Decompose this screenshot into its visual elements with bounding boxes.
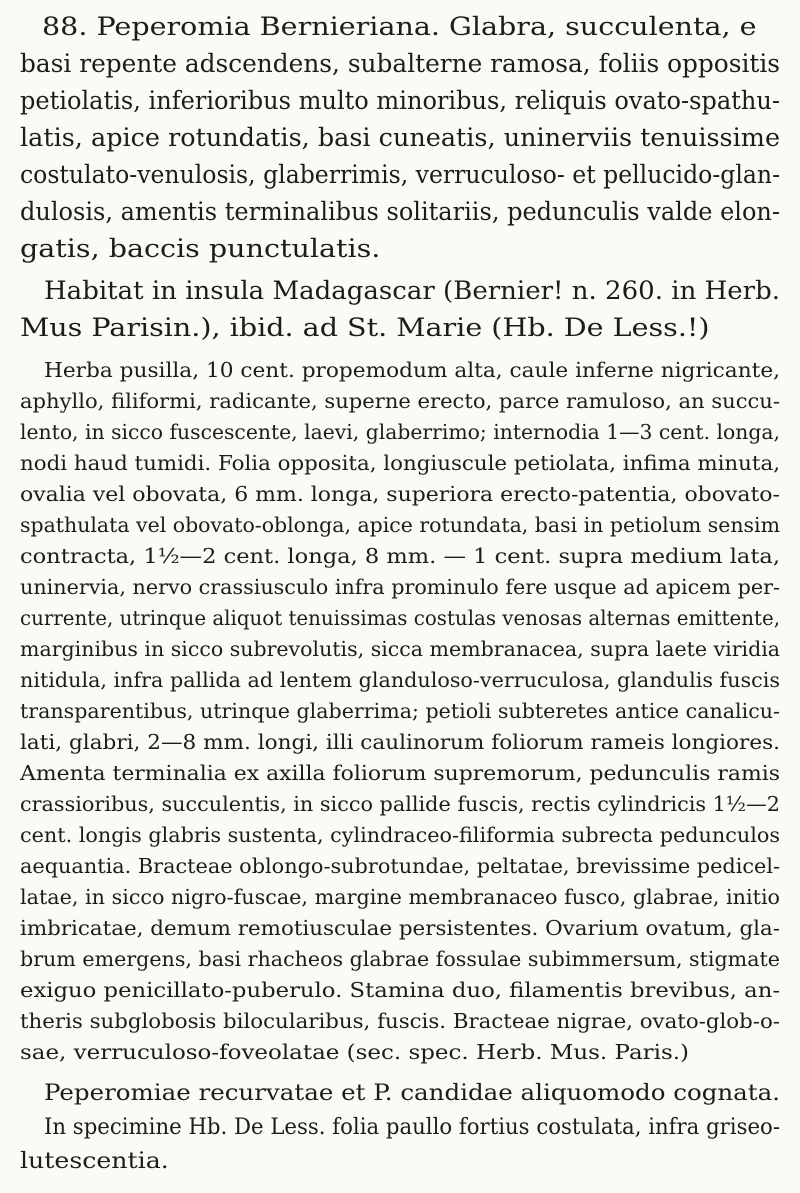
main-line <box>0 45 800 83</box>
description-line <box>0 540 800 572</box>
description-line-text: Herba pusilla, 10 cent. propemodum alta, caule inferne nigricante, <box>44 358 781 382</box>
description-line-text: lati, glabri, 2—8 mm. longi, illi caulinorum foliorum rameis longiores. <box>20 730 781 754</box>
main-line <box>0 230 800 268</box>
description-line <box>0 354 800 386</box>
description-line <box>0 509 800 541</box>
description-line-text: theris subglobosis bilocularibus, fuscis. Bracteae nigrae, ovato-glob-o- <box>20 1009 780 1033</box>
description-line-text: ovalia vel obovata, 6 mm. longa, superiora erecto-patentia, obovato- <box>20 482 780 506</box>
description-line-text: nitidula, infra pallida ad lentem glanduloso-verruculosa, glandulis fuscis <box>20 668 780 692</box>
description-line-text: crassioribus, succulentis, in sicco pallide fuscis, rectis cylindricis 1½—2 <box>20 792 780 816</box>
description-line-text: currente, utrinque aliquot tenuissimas costulas venosas alternas emittente, <box>20 606 780 630</box>
habitat-line <box>0 272 800 310</box>
description-line <box>0 416 800 448</box>
main-line <box>0 119 800 157</box>
description-line <box>0 819 800 851</box>
description-line-text: transparentibus, utrinque glaberrima; petioli subteretes antice canalicu- <box>20 699 780 723</box>
description-line <box>0 664 800 696</box>
description-line-text: uninervia, nervo crassiusculo infra prominulo fere usque ad apicem per- <box>20 575 780 599</box>
main-line <box>0 82 800 120</box>
description-line <box>0 974 800 1006</box>
description-line-text: cent. longis glabris sustenta, cylindraceo-filiformia subrecta pedunculos <box>20 823 780 847</box>
description-line <box>0 881 800 913</box>
description-line <box>0 571 800 603</box>
description-line <box>0 757 800 789</box>
main-line <box>0 193 800 231</box>
main-line-text: gatis, baccis punctulatis. <box>20 234 381 264</box>
note-line-text: In specimine Hb. De Less. folia paullo fortius costulata, infra griseo- <box>44 1114 781 1140</box>
main-line-text: basi repente adscendens, subalterne ramosa, foliis oppositis <box>20 49 781 79</box>
description-line-text: aphyllo, filiformi, radicante, superne erecto, parce ramuloso, an succu- <box>20 389 781 413</box>
description-line <box>0 478 800 510</box>
note-line <box>0 1110 800 1144</box>
main-line-text: costulato-venulosis, glaberrimis, verruculoso- et pellucido-glan- <box>20 160 781 190</box>
habitat-line-text: Mus Parisin.), ibid. ad St. Marie (Hb. De Less.!) <box>20 313 710 343</box>
description-line-text: latae, in sicco nigro-fuscae, margine membranaceo fusco, glabrae, initio <box>20 885 781 909</box>
main-line <box>0 156 800 194</box>
description-line-text: nodi haud tumidi. Folia opposita, longiuscule petiolata, infima minuta, <box>20 451 781 475</box>
description-line <box>0 788 800 820</box>
description-line <box>0 912 800 944</box>
note-line-text: Peperomiae recurvatae et P. candidae aliquomodo cognata. <box>44 1080 781 1106</box>
main-line-text: petiolatis, inferioribus multo minoribus, reliquis ovato-spathu- <box>20 86 780 116</box>
habitat-line-text: Habitat in insula Madagascar (Bernier! n. 260. in Herb. <box>44 276 781 306</box>
description-line-text: exiguo penicillato-puberulo. Stamina duo, filamentis brevibus, an- <box>20 978 781 1002</box>
description-line <box>0 726 800 758</box>
description-line-text: brum emergens, basi rhacheos glabrae fossulae subimmersum, stigmate <box>20 947 780 971</box>
description-line <box>0 447 800 479</box>
main-line <box>0 8 800 46</box>
note-line <box>0 1144 800 1178</box>
note-line <box>0 1076 800 1110</box>
habitat-line <box>0 309 800 347</box>
description-line-text: contracta, 1½—2 cent. longa, 8 mm. — 1 cent. supra medium lata, <box>20 544 781 568</box>
description-line-text: imbricatae, demum remotiusculae persistentes. Ovarium ovatum, gla- <box>20 916 780 940</box>
description-line <box>0 602 800 634</box>
description-line-text: marginibus in sicco subrevolutis, sicca membranacea, supra laete viridia <box>20 637 781 661</box>
description-line-text: sae, verruculoso-foveolatae (sec. spec. Herb. Mus. Paris.) <box>20 1040 690 1064</box>
description-line <box>0 1005 800 1037</box>
main-line-text: latis, apice rotundatis, basi cuneatis, uninerviis tenuissime <box>20 123 781 153</box>
description-line-text: lento, in sicco fuscescente, laevi, glaberrimo; internodia 1—3 cent. longa, <box>20 420 781 444</box>
description-line <box>0 385 800 417</box>
description-line-text: aequantia. Bracteae oblongo-subrotundae, peltatae, brevissime pedicel- <box>20 854 781 878</box>
description-line <box>0 943 800 975</box>
description-line-text: Amenta terminalia ex axilla foliorum supremorum, pedunculis ramis <box>20 761 780 785</box>
description-line <box>0 1036 800 1068</box>
note-line-text: lutescentia. <box>20 1148 169 1174</box>
description-line-text: spathulata vel obovato-oblonga, apice rotundata, basi in petiolum sensim <box>20 513 781 537</box>
description-line <box>0 695 800 727</box>
main-line-text: dulosis, amentis terminalibus solitariis, pedunculis valde elon- <box>20 197 781 227</box>
description-line <box>0 633 800 665</box>
description-line <box>0 850 800 882</box>
main-line-text: 88. Peperomia Bernieriana. Glabra, succulenta, e <box>42 12 757 42</box>
